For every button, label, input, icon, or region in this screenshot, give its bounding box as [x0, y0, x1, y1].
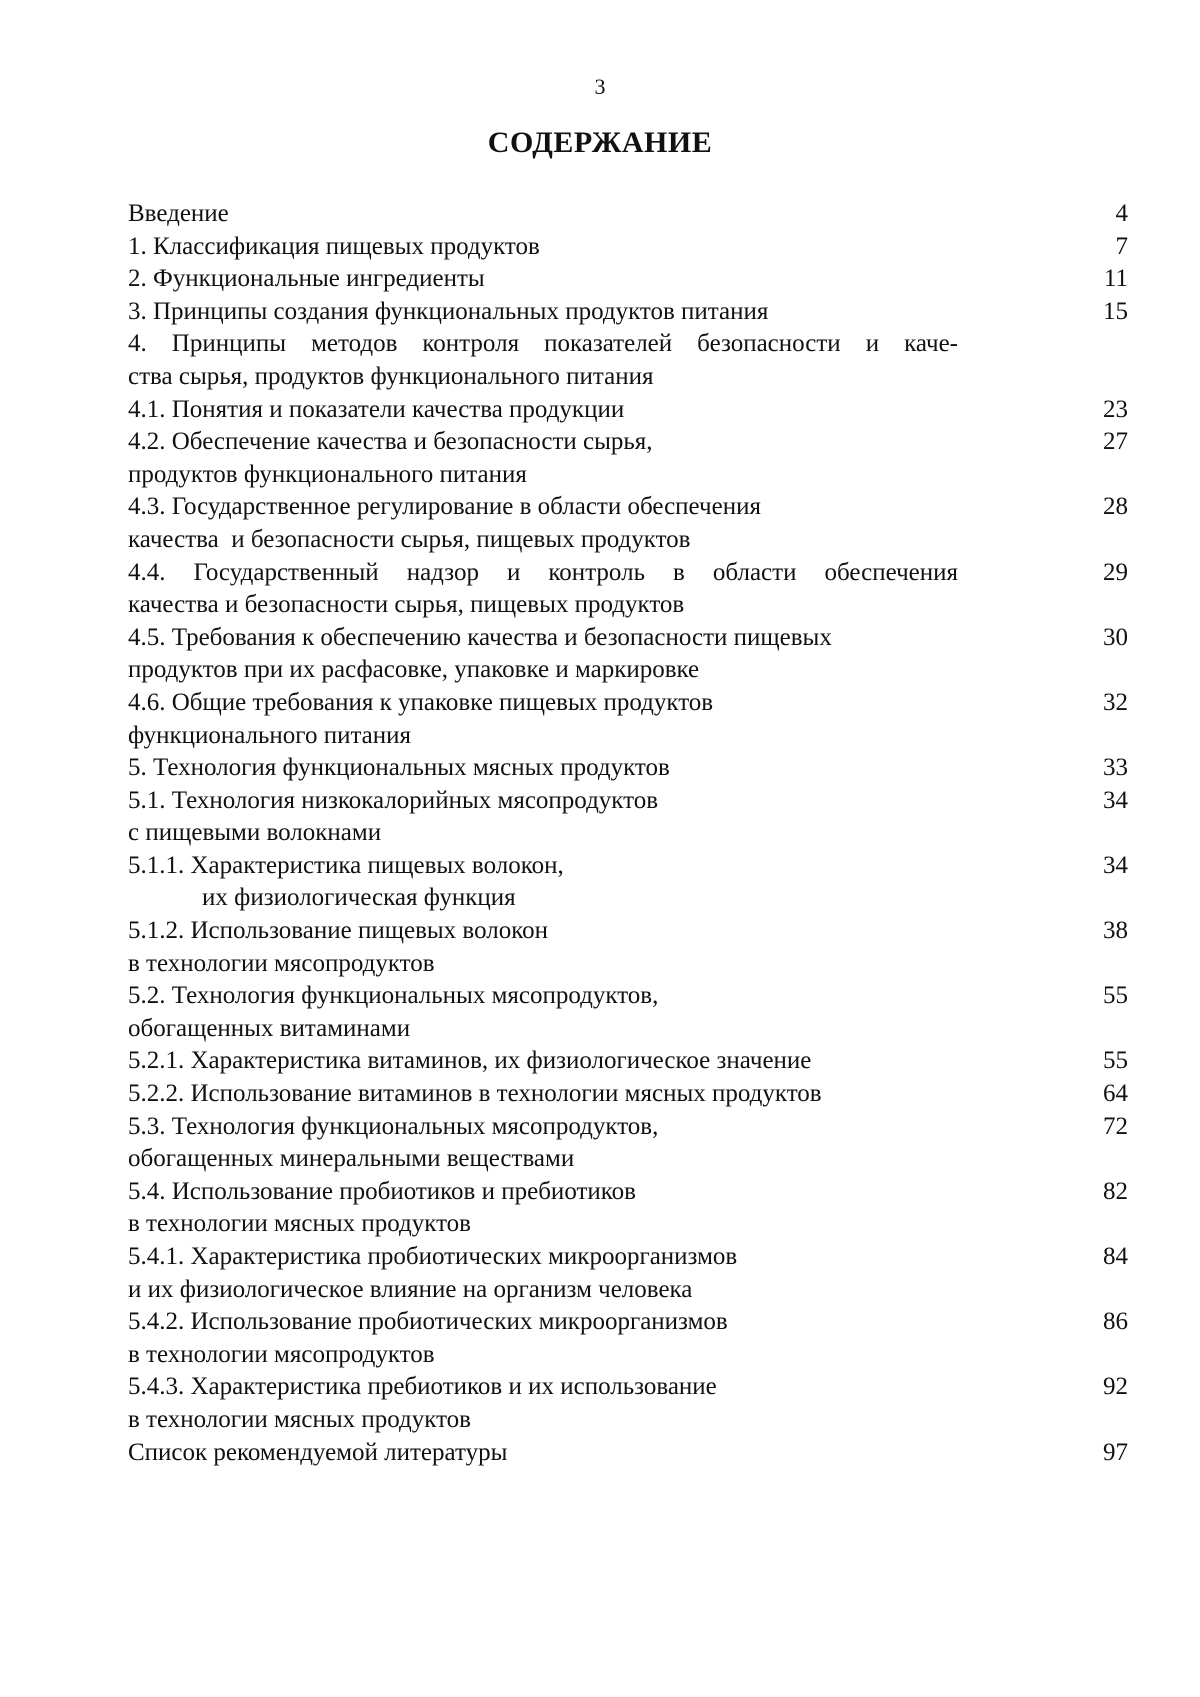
toc-entry-line: 1. Классификация пищевых продуктов [128, 231, 958, 264]
toc-page-number: 4 [1048, 198, 1128, 231]
toc-entry-5-1[interactable] [128, 785, 1128, 850]
toc-entry-line: качества и безопасности сырья, пищевых продуктов [128, 524, 958, 557]
toc-entry-4-3[interactable] [128, 491, 1128, 556]
toc-page-number: 82 [1048, 1176, 1128, 1209]
toc-page-number: 11 [1048, 263, 1128, 296]
toc-entry-line: ства сырья, продуктов функционального питания [128, 361, 958, 394]
toc-entry-line: 5.4.2. Использование пробиотических микроорганизмов [128, 1306, 958, 1339]
page-number: 3 [0, 74, 1200, 100]
toc-entry-5-4-1[interactable] [128, 1241, 1128, 1306]
toc-page-number: 23 [1048, 394, 1128, 427]
toc-page-number: 55 [1048, 980, 1128, 1013]
toc-entry-2[interactable] [128, 263, 1128, 296]
toc-entry-1[interactable] [128, 231, 1128, 264]
toc-entry-line: 5.2.1. Характеристика витаминов, их физиологическое значение [128, 1045, 958, 1078]
toc-entry-line: обогащенных минеральными веществами [128, 1143, 958, 1176]
toc-entry-line: 4.2. Обеспечение качества и безопасности сырья, [128, 426, 958, 459]
toc-entry-line: их физиологическая функция [128, 882, 958, 915]
toc-entry-5-4-3[interactable] [128, 1371, 1128, 1436]
toc-entry-line: 4.4. Государственный надзор и контроль в области обеспечения [128, 557, 958, 590]
toc-entry-line: и их физиологическое влияние на организм человека [128, 1274, 958, 1307]
toc-page-number: 72 [1048, 1111, 1128, 1144]
toc-page-number: 29 [1048, 557, 1128, 590]
toc-entry-line: в технологии мясных продуктов [128, 1208, 958, 1241]
toc-entry-line: функционального питания [128, 720, 958, 753]
toc-entry-5-2[interactable] [128, 980, 1128, 1045]
toc-entry-line: 3. Принципы создания функциональных продуктов питания [128, 296, 958, 329]
toc-entry-line: 2. Функциональные ингредиенты [128, 263, 958, 296]
table-of-contents [128, 198, 1128, 1469]
toc-entry-line: обогащенных витаминами [128, 1013, 958, 1046]
toc-entry-5-1-2[interactable] [128, 915, 1128, 980]
toc-page-number: 84 [1048, 1241, 1128, 1274]
toc-page-number: 86 [1048, 1306, 1128, 1339]
toc-entry-line: качества и безопасности сырья, пищевых продуктов [128, 589, 958, 622]
toc-page-number: 97 [1048, 1437, 1128, 1470]
toc-entry-line: продуктов функционального питания [128, 459, 958, 492]
toc-entry-line: 4.1. Понятия и показатели качества продукции [128, 394, 958, 427]
page-title: СОДЕРЖАНИЕ [0, 126, 1200, 160]
toc-page-number: 7 [1048, 231, 1128, 264]
toc-entry-line: в технологии мясных продуктов [128, 1404, 958, 1437]
toc-entry-4-1[interactable] [128, 394, 1128, 427]
toc-page-number: 92 [1048, 1371, 1128, 1404]
toc-entry-5-2-1[interactable] [128, 1045, 1128, 1078]
toc-entry-line: 4. Принципы методов контроля показателей безопасности и каче- [128, 328, 958, 361]
toc-entry-line: 5.2.2. Использование витаминов в технологии мясных продуктов [128, 1078, 958, 1111]
toc-page-number: 34 [1048, 785, 1128, 818]
toc-entry-line: 5.1. Технология низкокалорийных мясопродуктов [128, 785, 958, 818]
toc-entry-references[interactable] [128, 1437, 1128, 1470]
toc-page-number: 64 [1048, 1078, 1128, 1111]
toc-entry-4[interactable] [128, 328, 1128, 393]
toc-entry-line: в технологии мясопродуктов [128, 948, 958, 981]
toc-entry-5-2-2[interactable] [128, 1078, 1128, 1111]
toc-entry-5[interactable] [128, 752, 1128, 785]
toc-entry-line: 4.3. Государственное регулирование в области обеспечения [128, 491, 958, 524]
toc-entry-line: Введение [128, 198, 958, 231]
toc-entry-line: 5.2. Технология функциональных мясопродуктов, [128, 980, 958, 1013]
toc-entry-5-1-1[interactable] [128, 850, 1128, 915]
toc-entry-line: продуктов при их расфасовке, упаковке и маркировке [128, 654, 958, 687]
toc-page-number: 32 [1048, 687, 1128, 720]
toc-entry-line: 5.1.2. Использование пищевых волокон [128, 915, 958, 948]
toc-page-number: 28 [1048, 491, 1128, 524]
toc-page-number: 15 [1048, 296, 1128, 329]
toc-entry-4-6[interactable] [128, 687, 1128, 752]
toc-entry-4-2[interactable] [128, 426, 1128, 491]
toc-entry-5-4[interactable] [128, 1176, 1128, 1241]
toc-entry-line: 5. Технология функциональных мясных продуктов [128, 752, 958, 785]
toc-page-number: 33 [1048, 752, 1128, 785]
toc-entry-line: 5.4.3. Характеристика пребиотиков и их использование [128, 1371, 958, 1404]
toc-page-number: 34 [1048, 850, 1128, 883]
toc-entry-4-5[interactable] [128, 622, 1128, 687]
toc-entry-line: 4.5. Требования к обеспечению качества и безопасности пищевых [128, 622, 958, 655]
toc-entry-intro[interactable] [128, 198, 1128, 231]
toc-entry-line: 5.3. Технология функциональных мясопродуктов, [128, 1111, 958, 1144]
toc-entry-line: 4.6. Общие требования к упаковке пищевых продуктов [128, 687, 958, 720]
toc-entry-5-4-2[interactable] [128, 1306, 1128, 1371]
toc-entry-5-3[interactable] [128, 1111, 1128, 1176]
toc-entry-3[interactable] [128, 296, 1128, 329]
toc-entry-line: в технологии мясопродуктов [128, 1339, 958, 1372]
toc-page-number: 55 [1048, 1045, 1128, 1078]
toc-page-number: 27 [1048, 426, 1128, 459]
toc-entry-line: 5.4.1. Характеристика пробиотических микроорганизмов [128, 1241, 958, 1274]
toc-entry-line: 5.4. Использование пробиотиков и пребиотиков [128, 1176, 958, 1209]
toc-entry-line: с пищевыми волокнами [128, 817, 958, 850]
toc-page-number: 38 [1048, 915, 1128, 948]
toc-page-number: 30 [1048, 622, 1128, 655]
toc-entry-4-4[interactable] [128, 557, 1128, 622]
toc-entry-line: 5.1.1. Характеристика пищевых волокон, [128, 850, 958, 883]
toc-entry-line: Список рекомендуемой литературы [128, 1437, 958, 1470]
